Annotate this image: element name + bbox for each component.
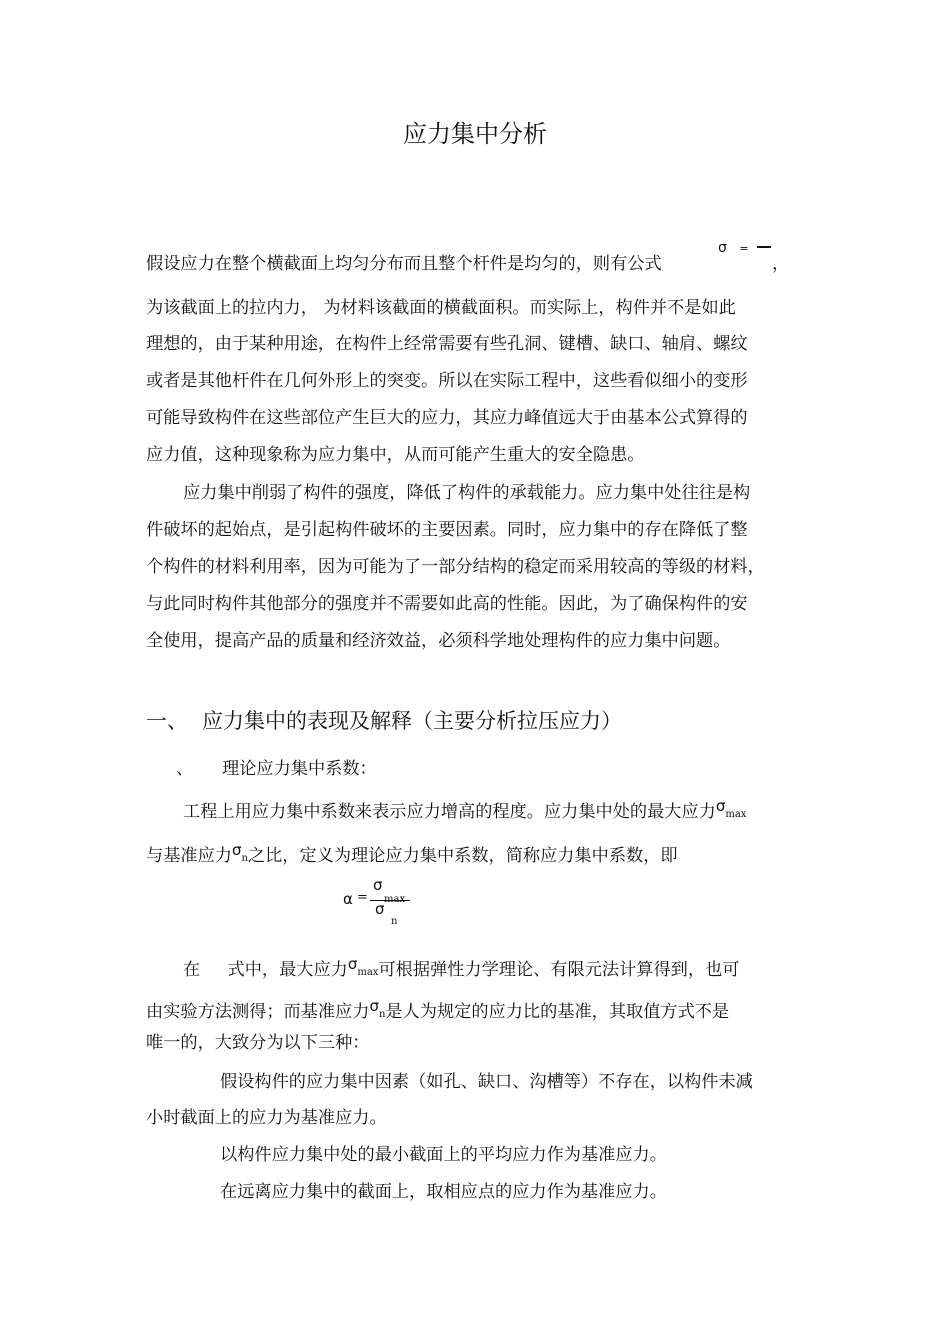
para3-text-1: 工程上用应力集中系数来表示应力增高的程度。应力集中处的最大应力 [183, 802, 716, 822]
sigma-symbol: σ [347, 955, 358, 973]
method-1-line-2: 小时截面上的应力为基准应力。 [146, 1108, 387, 1128]
para2-line-3: 个构件的材料利用率，因为可能为了一部分结构的稳定而采用较高的等级的材料， [146, 557, 765, 577]
intro-line-4: 或者是其他杆件在几何外形上的突变。所以在实际工程中，这些看似细小的变形 [146, 371, 748, 391]
method-1-line-1: 假设构件的应力集中因素（如孔、缺口、沟槽等）不存在，以构件未减 [220, 1072, 753, 1092]
alpha-symbol: α [343, 890, 353, 908]
sigma-symbol: σ [715, 797, 726, 815]
sigma-symbol: σ [369, 997, 379, 1015]
formula-eq-symbol: = [739, 242, 749, 255]
section-title: 应力集中的表现及解释（主要分析拉压应力） [202, 709, 622, 733]
intro-line-1 [146, 252, 662, 276]
intro-line-5: 可能导致构件在这些部位产生巨大的应力，其应力峰值远大于由基本公式算得的 [146, 408, 748, 428]
subsection-title: 理论应力集中系数： [222, 759, 377, 779]
para4-text-1a: 在 式中，最大应力 [183, 960, 348, 980]
para4-text-1b: 可根据弹性力学理论、有限元法计算得到，也可 [378, 960, 740, 980]
para4-line-1 [183, 952, 739, 985]
para3-line-1 [183, 794, 746, 827]
page-title: 应力集中分析 [403, 120, 547, 148]
para3-text-2a: 与基准应力 [146, 846, 232, 866]
denominator-sigma: σ [375, 900, 385, 918]
para3-line-2 [146, 838, 678, 871]
denominator-subscript: n [391, 916, 398, 927]
intro-line-2: 为该截面上的拉内力， 为材料该截面的横截面积。而实际上，构件并不是如此 [146, 298, 736, 318]
intro-line-6: 应力值，这种现象称为应力集中，从而可能产生重大的安全隐患。 [146, 445, 645, 465]
concentration-factor-formula [343, 878, 423, 930]
intro-line-3: 理想的，由于某种用途，在构件上经常需要有些孔洞、键槽、缺口、轴肩、螺纹 [146, 334, 748, 354]
method-3: 在远离应力集中的截面上，取相应点的应力作为基准应力。 [220, 1182, 667, 1202]
numerator-sigma: σ [373, 876, 383, 894]
para2-line-1: 应力集中削弱了构件的强度，降低了构件的承载能力。应力集中处往往是构 [183, 483, 751, 503]
sigma-subscript: n [241, 853, 248, 864]
intro-text-1: 假设应力在整个横截面上均匀分布而且整个杆件是均匀的，则有公式 [146, 254, 662, 274]
sigma-subscript: max [725, 809, 747, 820]
intro-line-1-end: ， [772, 254, 790, 274]
para4-text-2b: 是人为规定的应力比的基准，其取值方式不是 [385, 1002, 730, 1022]
para4-text-2a: 由实验方法测得；而基准应力 [146, 1002, 370, 1022]
para4-line-3: 唯一的，大致分为以下三种： [146, 1033, 370, 1053]
numerator-subscript: max [384, 894, 406, 905]
method-2: 以构件应力集中处的最小截面上的平均应力作为基准应力。 [220, 1145, 667, 1165]
para2-line-4: 与此同时构件其他部分的强度并不需要如此高的性能。因此，为了确保构件的安 [146, 594, 748, 614]
subsection-number: 、 [176, 759, 194, 779]
inline-formula-sigma [718, 240, 771, 256]
formula-sigma-symbol: σ [718, 240, 727, 256]
sigma-symbol: σ [231, 841, 242, 859]
para4-line-2 [146, 994, 729, 1027]
para2-line-2: 件破坏的起始点，是引起构件破坏的主要因素。同时，应力集中的存在降低了整 [146, 520, 748, 540]
subsection-heading [176, 757, 377, 781]
section-number: 一、 [146, 709, 188, 733]
section-heading [146, 706, 622, 736]
equals-symbol: = [357, 890, 368, 905]
para2-line-5: 全使用，提高产品的质量和经济效益，必须科学地处理构件的应力集中问题。 [146, 631, 731, 651]
sigma-subscript: max [357, 967, 379, 978]
para3-text-2b: 之比，定义为理论应力集中系数，简称应力集中系数，即 [247, 846, 678, 866]
formula-fraction-bar [757, 246, 771, 248]
sigma-subscript: n [378, 1009, 386, 1020]
